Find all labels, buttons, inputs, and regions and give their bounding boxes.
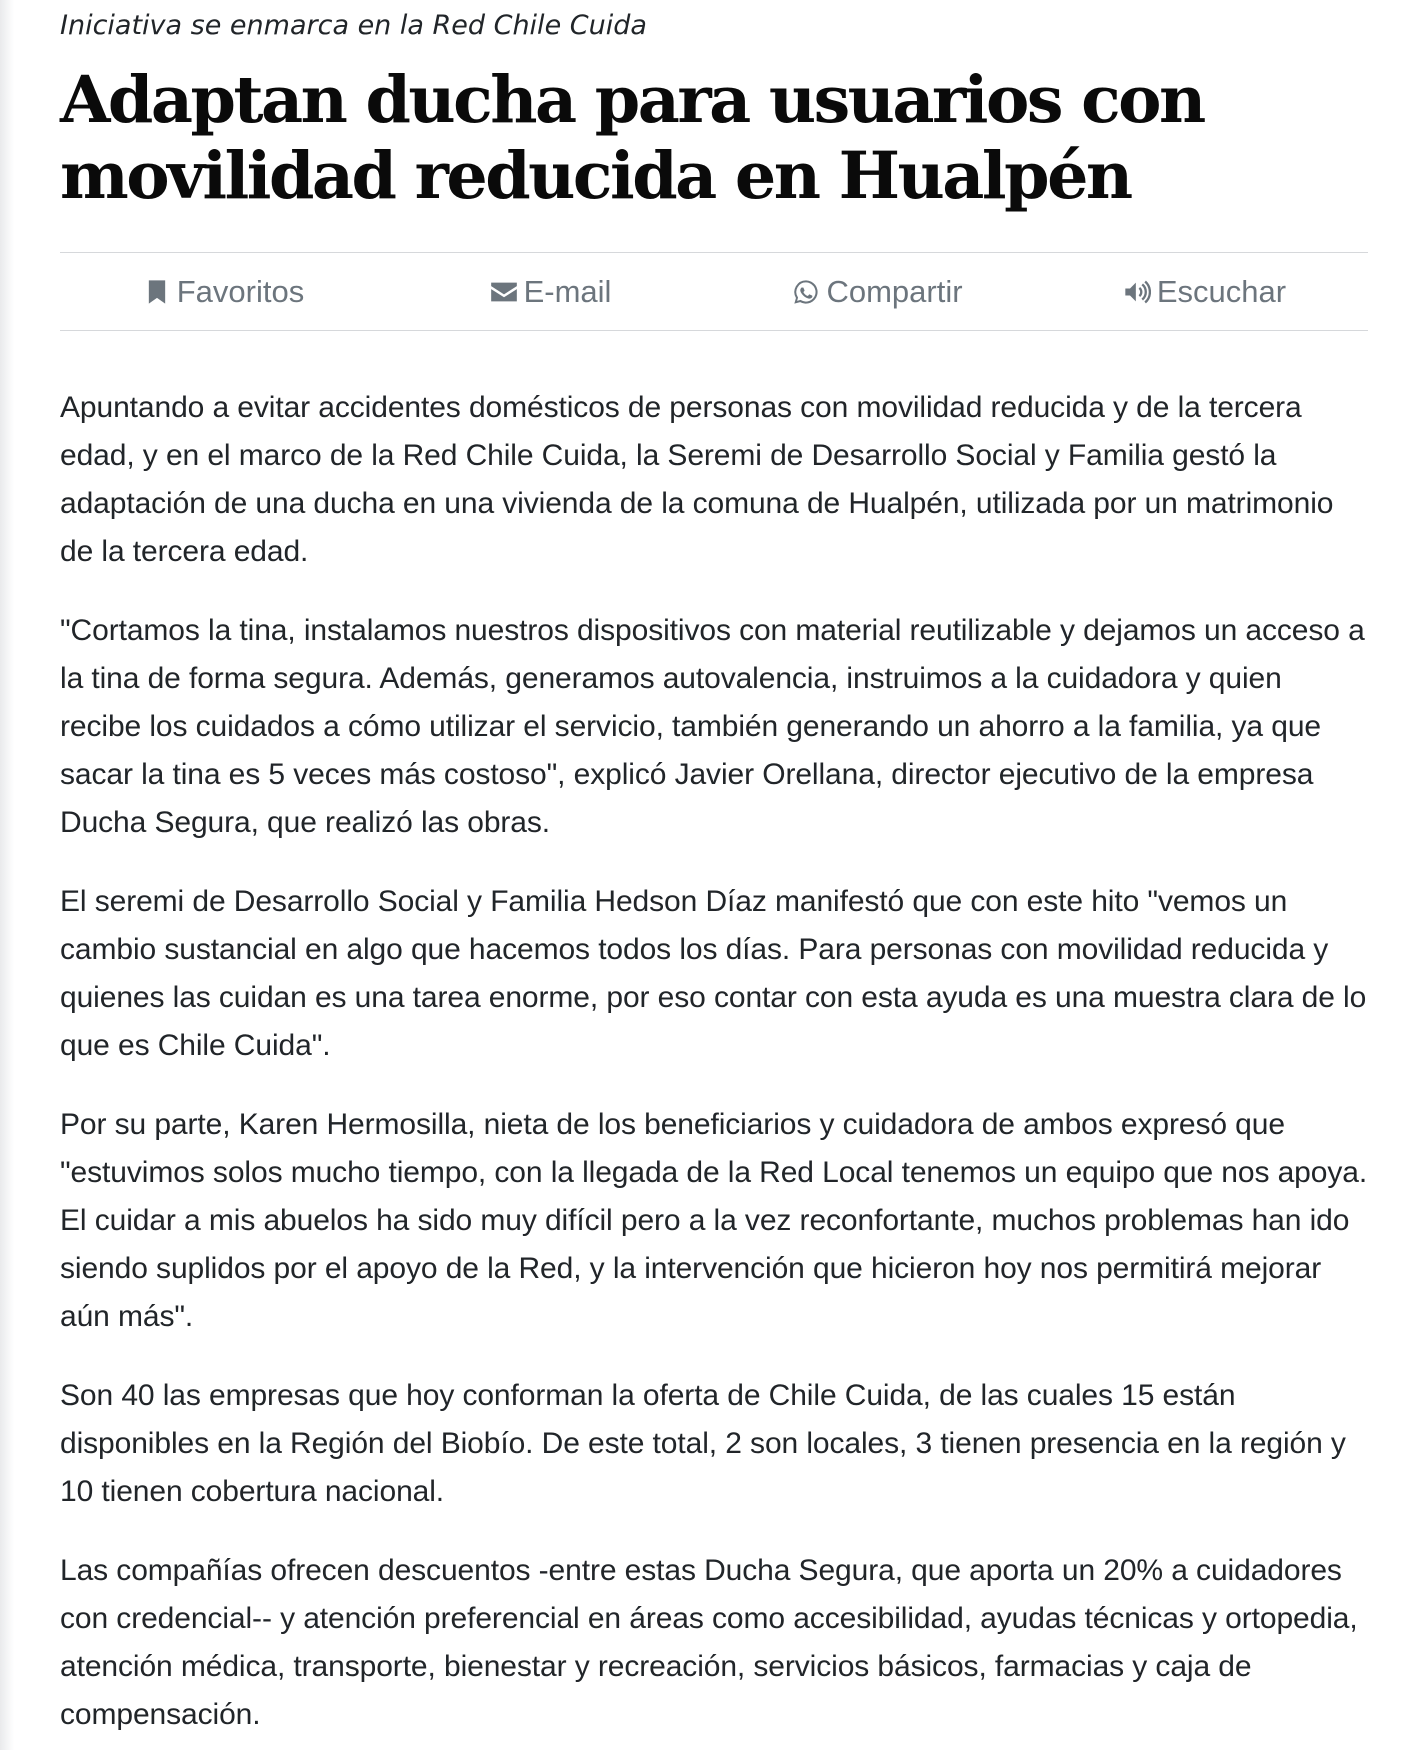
body-paragraph: Las compañías ofrecen descuentos -entre estas Ducha Segura, que aporta un 20% a cuidadores con credencial-- y atención preferencial en áreas como accesibilidad, ayudas técnicas y ortopedia, atención médica, transporte, bienestar y recreación, servicios básicos, farmacias y caja de compensación. (60, 1554, 1358, 1731)
speaker-icon (1123, 278, 1151, 306)
body-paragraph: Por su parte, Karen Hermosilla, nieta de los beneficiarios y cuidadora de ambos expresó que "estuvimos solos mucho tiempo, con la llegada de la Red Local tenemos un equipo que nos apoya. El cuidar a mis abuelos ha sido muy difícil pero a la vez reconfortante, muchos problemas han ido siendo suplidos por el apoyo de la Red, y la intervención que hicieron hoy nos permitirá mejorar aún más". (60, 1108, 1368, 1333)
left-edge-shadow (0, 0, 14, 1750)
share-label: Compartir (826, 273, 963, 309)
email-button[interactable] (387, 274, 714, 310)
body-paragraph: Son 40 las empresas que hoy conforman la oferta de Chile Cuida, de las cuales 15 están disponibles en la Región del Biobío. De este total, 2 son locales, 3 tienen presencia en la región y 10 tienen cobertura nacional. (60, 1379, 1346, 1508)
body-paragraph: Apuntando a evitar accidentes domésticos de personas con movilidad reducida y de la tercera edad, y en el marco de la Red Chile Cuida, la Seremi de Desarrollo Social y Familia gestó la adaptación de una ducha en una vivienda de la comuna de Hualpén, utilizada por un matrimonio de la tercera edad. (60, 391, 1334, 568)
whatsapp-icon (792, 278, 820, 306)
article-title: Adaptan ducha para usuarios con movilidad reducida en Hualpén (60, 62, 1204, 214)
email-label: E-mail (523, 273, 612, 309)
body-paragraph: "Cortamos la tina, instalamos nuestros dispositivos con material reutilizable y dejamos un acceso a la tina de forma segura. Además, generamos autovalencia, instruimos a la cuidadora y quien recibe los cuidados a cómo utilizar el servicio, también generando un ahorro a la familia, ya que sacar la tina es 5 veces más costoso", explicó Javier Orellana, director ejecutivo de la empresa Ducha Segura, que realizó las obras. (60, 614, 1365, 839)
body-paragraph: El seremi de Desarrollo Social y Familia Hedson Díaz manifestó que con este hito "vemos un cambio sustancial en algo que hacemos todos los días. Para personas con movilidad reducida y quienes las cuidan es una tarea enorme, por eso contar con esta ayuda es una muestra clara de lo que es Chile Cuida". (60, 885, 1367, 1062)
favorites-label: Favoritos (176, 273, 305, 309)
article (60, 0, 1368, 1750)
envelope-icon (490, 278, 518, 306)
share-button[interactable] (714, 274, 1041, 310)
share-toolbar (60, 252, 1368, 331)
listen-label: Escuchar (1156, 273, 1287, 309)
article-kicker: Iniciativa se enmarca en la Red Chile Cuida (60, 10, 647, 41)
bookmark-icon (143, 278, 171, 306)
listen-button[interactable] (1041, 274, 1368, 310)
favorites-button[interactable] (60, 274, 387, 310)
article-body (60, 384, 1368, 1739)
